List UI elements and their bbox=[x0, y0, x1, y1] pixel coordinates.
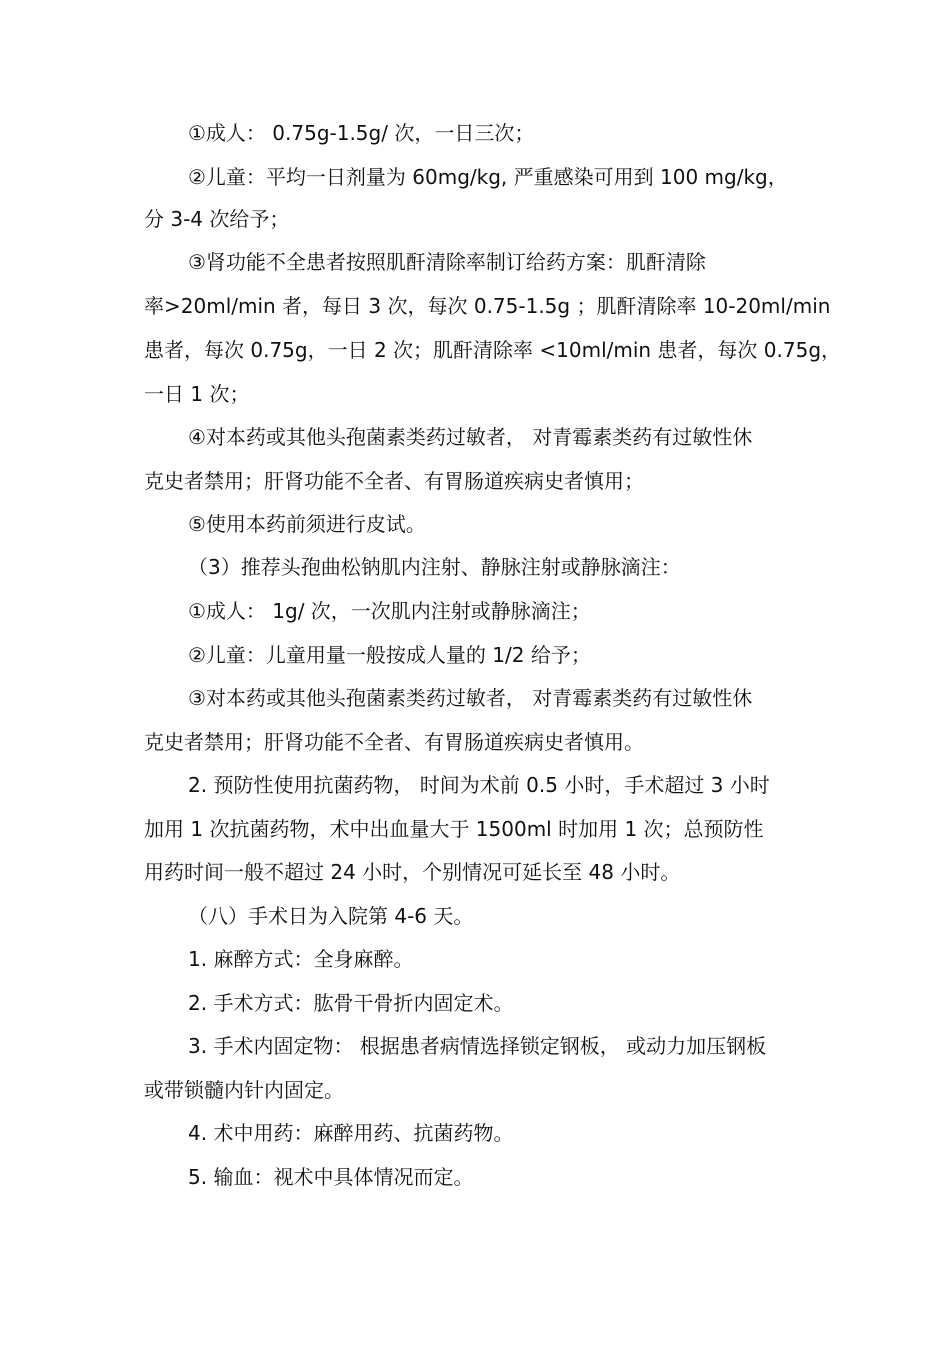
text-line: 一日 1 次； bbox=[144, 382, 250, 406]
text-line: 或带锁髓内针内固定。 bbox=[144, 1078, 344, 1102]
text-line: ④对本药或其他头孢菌素类药过敏者， 对青霉素类药有过敏性休 bbox=[188, 425, 753, 449]
text-line: 率>20ml/min 者，每日 3 次，每次 0.75-1.5g ；肌酐清除率 10-20ml/min bbox=[144, 294, 831, 318]
text-line: ①成人： 1g/ 次，一次肌内注射或静脉滴注； bbox=[188, 599, 591, 623]
text-line: 克史者禁用；肝肾功能不全者、有胃肠道疾病史者慎用。 bbox=[144, 730, 644, 754]
text-line: 1. 麻醉方式：全身麻醉。 bbox=[188, 947, 414, 971]
text-line: 2. 预防性使用抗菌药物， 时间为术前 0.5 小时，手术超过 3 小时 bbox=[188, 773, 770, 797]
text-line: 患者，每次 0.75g，一日 2 次；肌酐清除率 <10ml/min 患者，每次 0.75g， bbox=[144, 338, 842, 362]
text-line: 3. 手术内固定物： 根据患者病情选择锁定钢板， 或动力加压钢板 bbox=[188, 1034, 767, 1058]
text-line: 5. 输血：视术中具体情况而定。 bbox=[188, 1165, 474, 1189]
text-line: 2. 手术方式：肱骨干骨折内固定术。 bbox=[188, 991, 514, 1015]
text-line: 用药时间一般不超过 24 小时，个别情况可延长至 48 小时。 bbox=[144, 860, 681, 884]
text-line: ⑤使用本药前须进行皮试。 bbox=[188, 512, 426, 536]
text-line: （3）推荐头孢曲松钠肌内注射、静脉注射或静脉滴注： bbox=[188, 555, 681, 579]
text-line: （八）手术日为入院第 4-6 天。 bbox=[188, 904, 474, 928]
text-line: ③肾功能不全患者按照肌酐清除率制订给药方案：肌酐清除 bbox=[188, 250, 706, 274]
text-line: 4. 术中用药：麻醉用药、抗菌药物。 bbox=[188, 1121, 514, 1145]
text-line: ②儿童：儿童用量一般按成人量的 1/2 给予； bbox=[188, 643, 591, 667]
text-line: 克史者禁用；肝肾功能不全者、有胃肠道疾病史者慎用； bbox=[144, 469, 644, 493]
text-line: 加用 1 次抗菌药物，术中出血量大于 1500ml 时加用 1 次；总预防性 bbox=[144, 817, 764, 841]
text-line: ②儿童：平均一日剂量为 60mg/kg, 严重感染可用到 100 mg/kg， bbox=[188, 165, 788, 189]
text-line: ①成人： 0.75g-1.5g/ 次，一日三次； bbox=[188, 121, 535, 145]
text-line: 分 3-4 次给予； bbox=[144, 207, 290, 231]
text-line: ③对本药或其他头孢菌素类药过敏者， 对青霉素类药有过敏性休 bbox=[188, 686, 753, 710]
